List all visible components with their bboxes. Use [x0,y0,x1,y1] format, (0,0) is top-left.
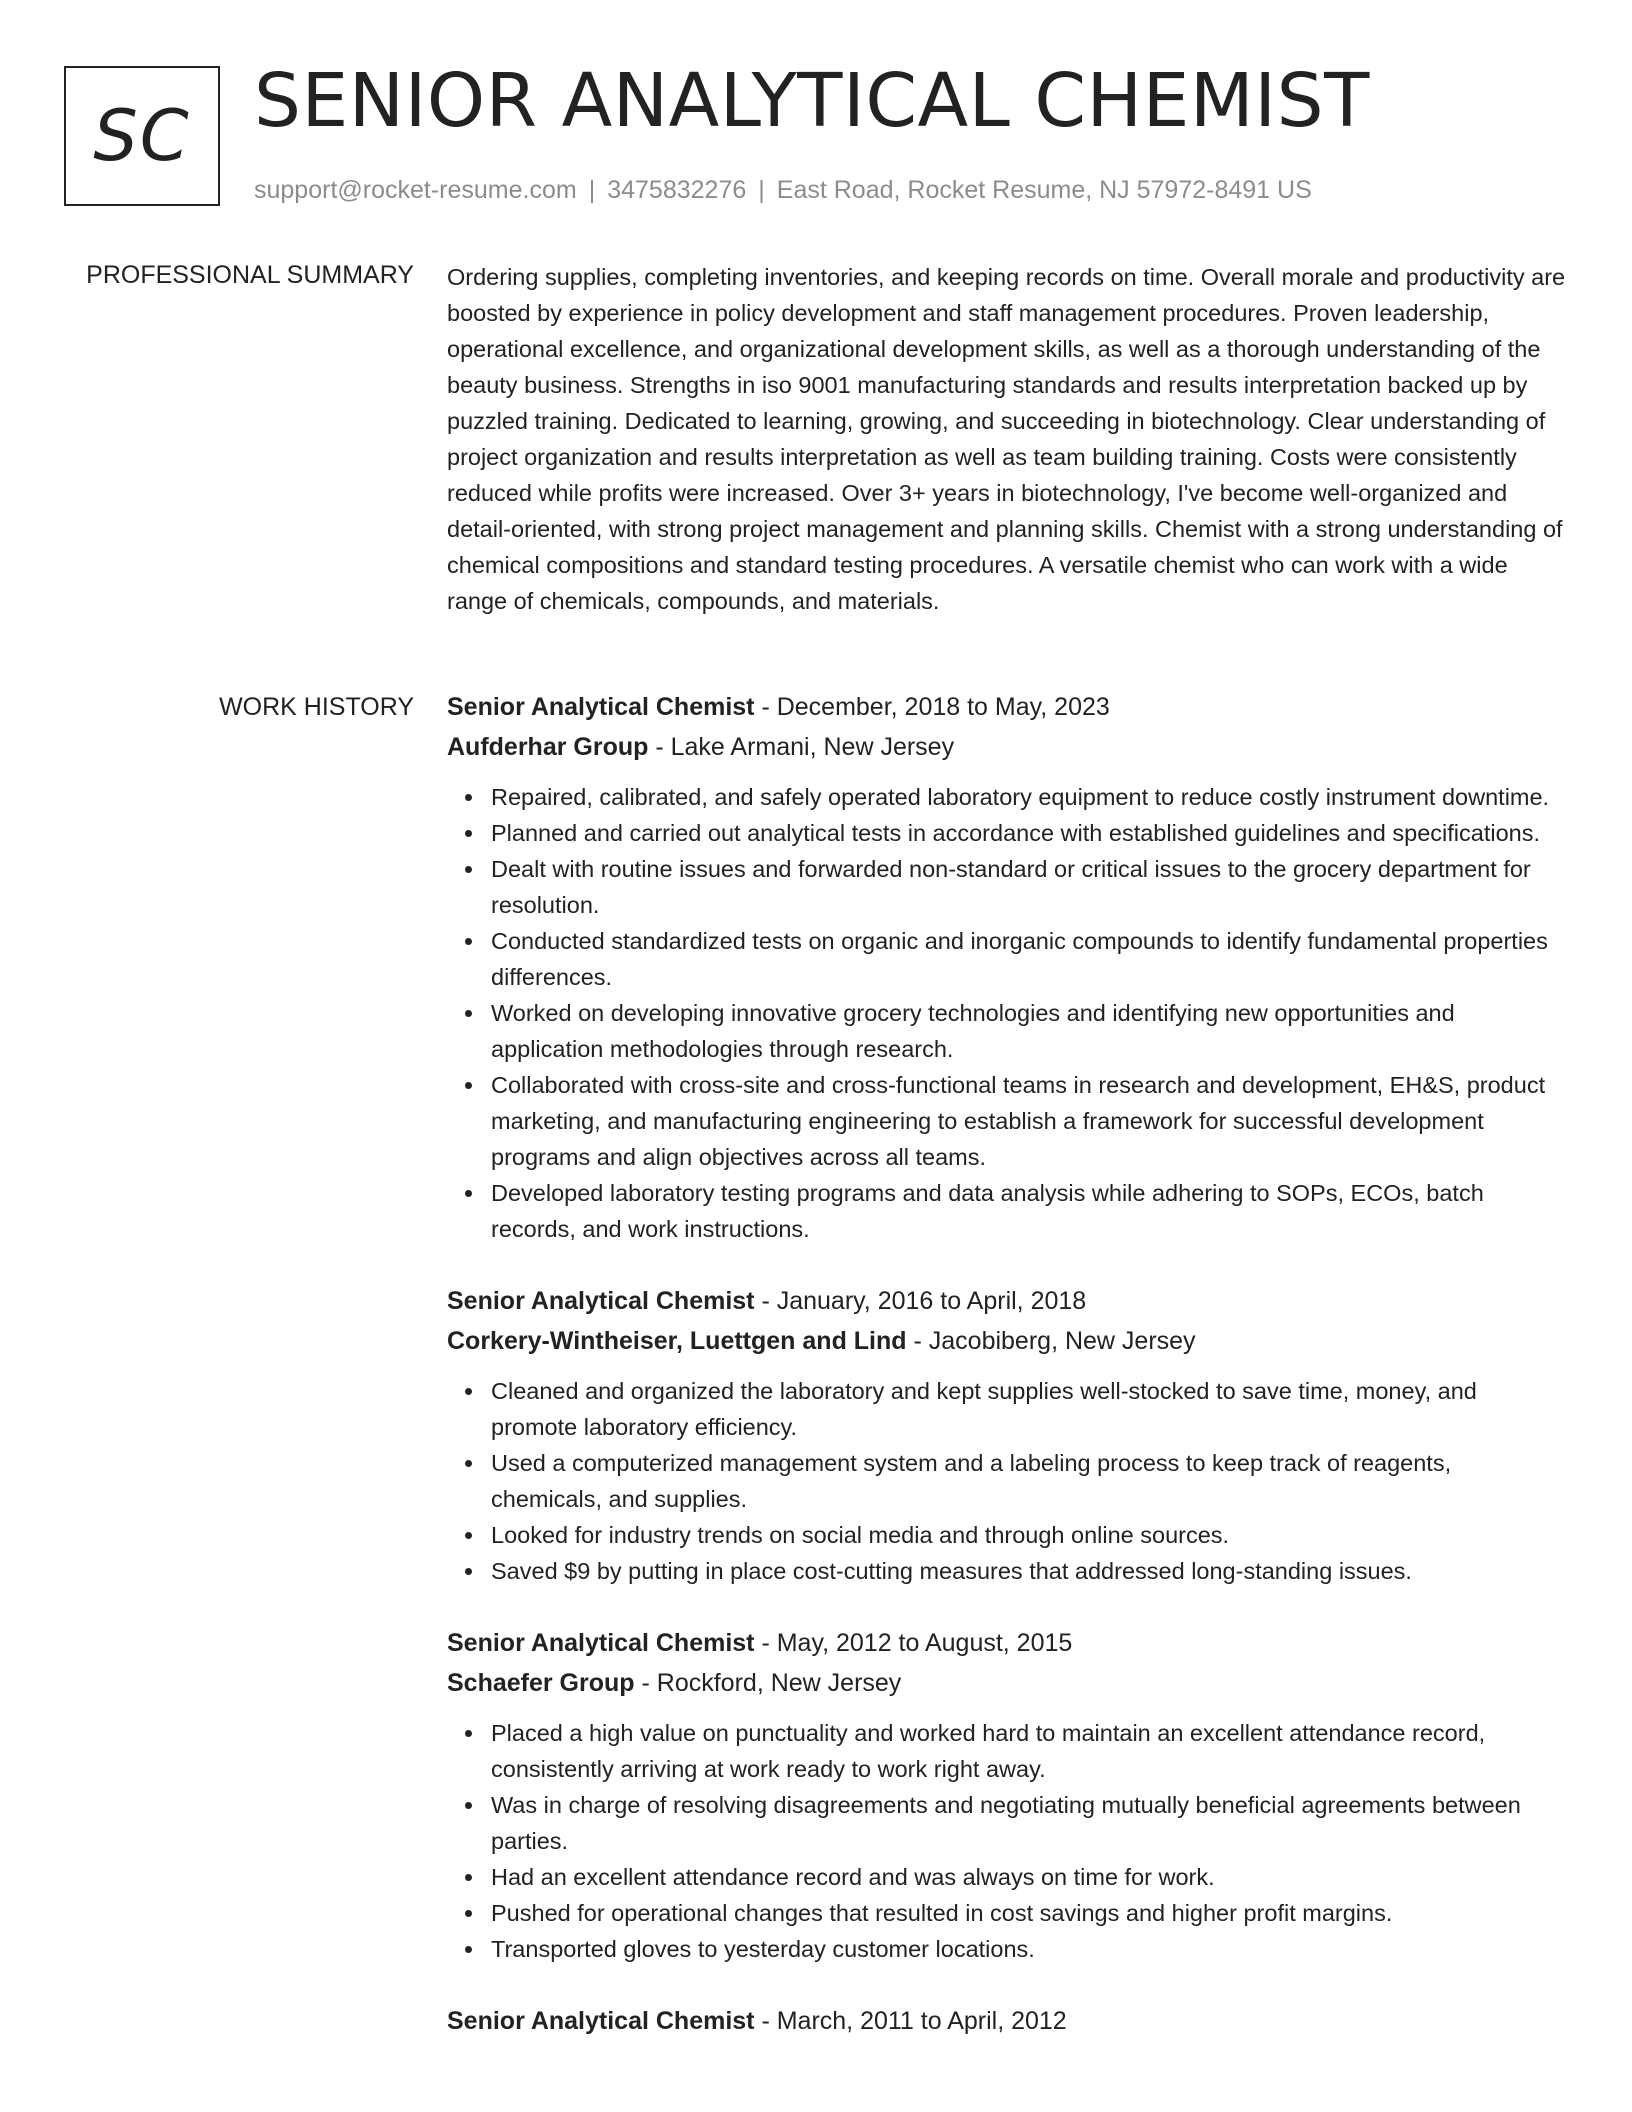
summary-text: Ordering supplies, completing inventories, and keeping records on time. Overall morale and productivity are boosted by experience in policy development and staff management procedures. Proven leadership, operational excellence, and organizational development skills, as well as a thorough understanding of the beauty business. Strengths in iso 9001 manufacturing standards and results interpretation backed up by puzzled training. Dedicated to learning, growing, and succeeding in biotechnology. Clear understanding of project organization and results interpretation as well as team building training. Costs were consistently reduced while profits were increased. Over 3+ years in biotechnology, I've become well-organized and detail-oriented, with strong project management and planning skills. Chemist with a strong understanding of chemical compositions and standard testing procedures. A versatile chemist who can work with a wide range of chemicals, compounds, and materials. [447,264,1566,614]
job-bullet-list [447,1715,1567,1967]
monogram-initials: SC [93,95,191,177]
job-bullet-item: Developed laboratory testing programs and data analysis while adhering to SOPs, ECOs, batch records, and work instructions. [491,1175,1567,1247]
job-title: Senior Analytical Chemist [447,1287,755,1315]
job-company-line [447,727,1567,767]
job-bullet-item: Looked for industry trends on social media and through online sources. [491,1517,1567,1553]
job-bullet-item: Conducted standardized tests on organic and inorganic compounds to identify fundamental properties differences. [491,923,1567,995]
job-bullet-list [447,779,1567,1247]
job-entry [447,687,1567,1247]
contact-address: East Road, Rocket Resume, NJ 57972-8491 US [776,176,1312,204]
job-bullet-item: Worked on developing innovative grocery technologies and identifying new opportunities and application methodologies through research. [491,995,1567,1067]
page-title: SENIOR ANALYTICAL CHEMIST [254,58,1370,144]
job-bullet-item: Saved $9 by putting in place cost-cutting measures that addressed long-standing issues. [491,1553,1567,1589]
job-bullet-item: Collaborated with cross-site and cross-functional teams in research and development, EH&S, product marketing, and manufacturing engineering to establish a framework for successful development programs and align objectives across all teams. [491,1067,1567,1175]
contact-separator: | [758,176,765,204]
job-bullet-item: Used a computerized management system and a labeling process to keep track of reagents, chemicals, and supplies. [491,1445,1567,1517]
contact-line [254,175,1312,205]
job-company: Aufderhar Group [447,733,649,761]
job-entry [447,2001,1567,2041]
job-company-line [447,1663,1567,1703]
job-bullet-item: Placed a high value on punctuality and worked hard to maintain an excellent attendance record, consistently arriving at work ready to work right away. [491,1715,1567,1787]
job-bullet-item: Pushed for operational changes that resulted in cost savings and higher profit margins. [491,1895,1567,1931]
monogram-box [64,66,220,206]
work-history-heading: WORK HISTORY [219,693,414,721]
job-dates: - May, 2012 to August, 2015 [754,1629,1073,1657]
summary-section [447,259,1567,619]
job-title: Senior Analytical Chemist [447,2007,755,2035]
job-entry [447,1623,1567,1967]
job-title-line [447,1281,1567,1321]
job-title: Senior Analytical Chemist [447,693,755,721]
job-title-line [447,687,1567,727]
job-dates: - March, 2011 to April, 2012 [754,2007,1067,2035]
job-bullet-item: Was in charge of resolving disagreements and negotiating mutually beneficial agreements between parties. [491,1787,1567,1859]
job-title-line [447,1623,1567,1663]
job-bullet-item: Dealt with routine issues and forwarded non-standard or critical issues to the grocery department for resolution. [491,851,1567,923]
job-company: Schaefer Group [447,1669,635,1697]
job-company: Corkery-Wintheiser, Luettgen and Lind [447,1327,907,1355]
job-bullet-item: Cleaned and organized the laboratory and kept supplies well-stocked to save time, money, and promote laboratory efficiency. [491,1373,1567,1445]
job-bullet-item: Transported gloves to yesterday customer locations. [491,1931,1567,1967]
job-entry [447,1281,1567,1589]
job-bullet-item: Had an excellent attendance record and was always on time for work. [491,1859,1567,1895]
contact-phone[interactable]: 3475832276 [607,176,747,204]
job-bullet-item: Planned and carried out analytical tests in accordance with established guidelines and specifications. [491,815,1567,851]
job-location: - Lake Armani, New Jersey [648,733,955,761]
job-location: - Rockford, New Jersey [634,1669,902,1697]
job-location: - Jacobiberg, New Jersey [906,1327,1196,1355]
job-dates: - December, 2018 to May, 2023 [754,693,1110,721]
summary-heading: PROFESSIONAL SUMMARY [86,261,414,289]
job-dates: - January, 2016 to April, 2018 [754,1287,1087,1315]
job-company-line [447,1321,1567,1361]
job-bullet-list [447,1373,1567,1589]
job-title: Senior Analytical Chemist [447,1629,755,1657]
contact-separator: | [588,176,596,204]
work-history-section [447,687,1567,2075]
job-title-line [447,2001,1567,2041]
job-bullet-item: Repaired, calibrated, and safely operated laboratory equipment to reduce costly instrument downtime. [491,779,1567,815]
contact-email[interactable]: support@rocket-resume.com [254,176,577,204]
